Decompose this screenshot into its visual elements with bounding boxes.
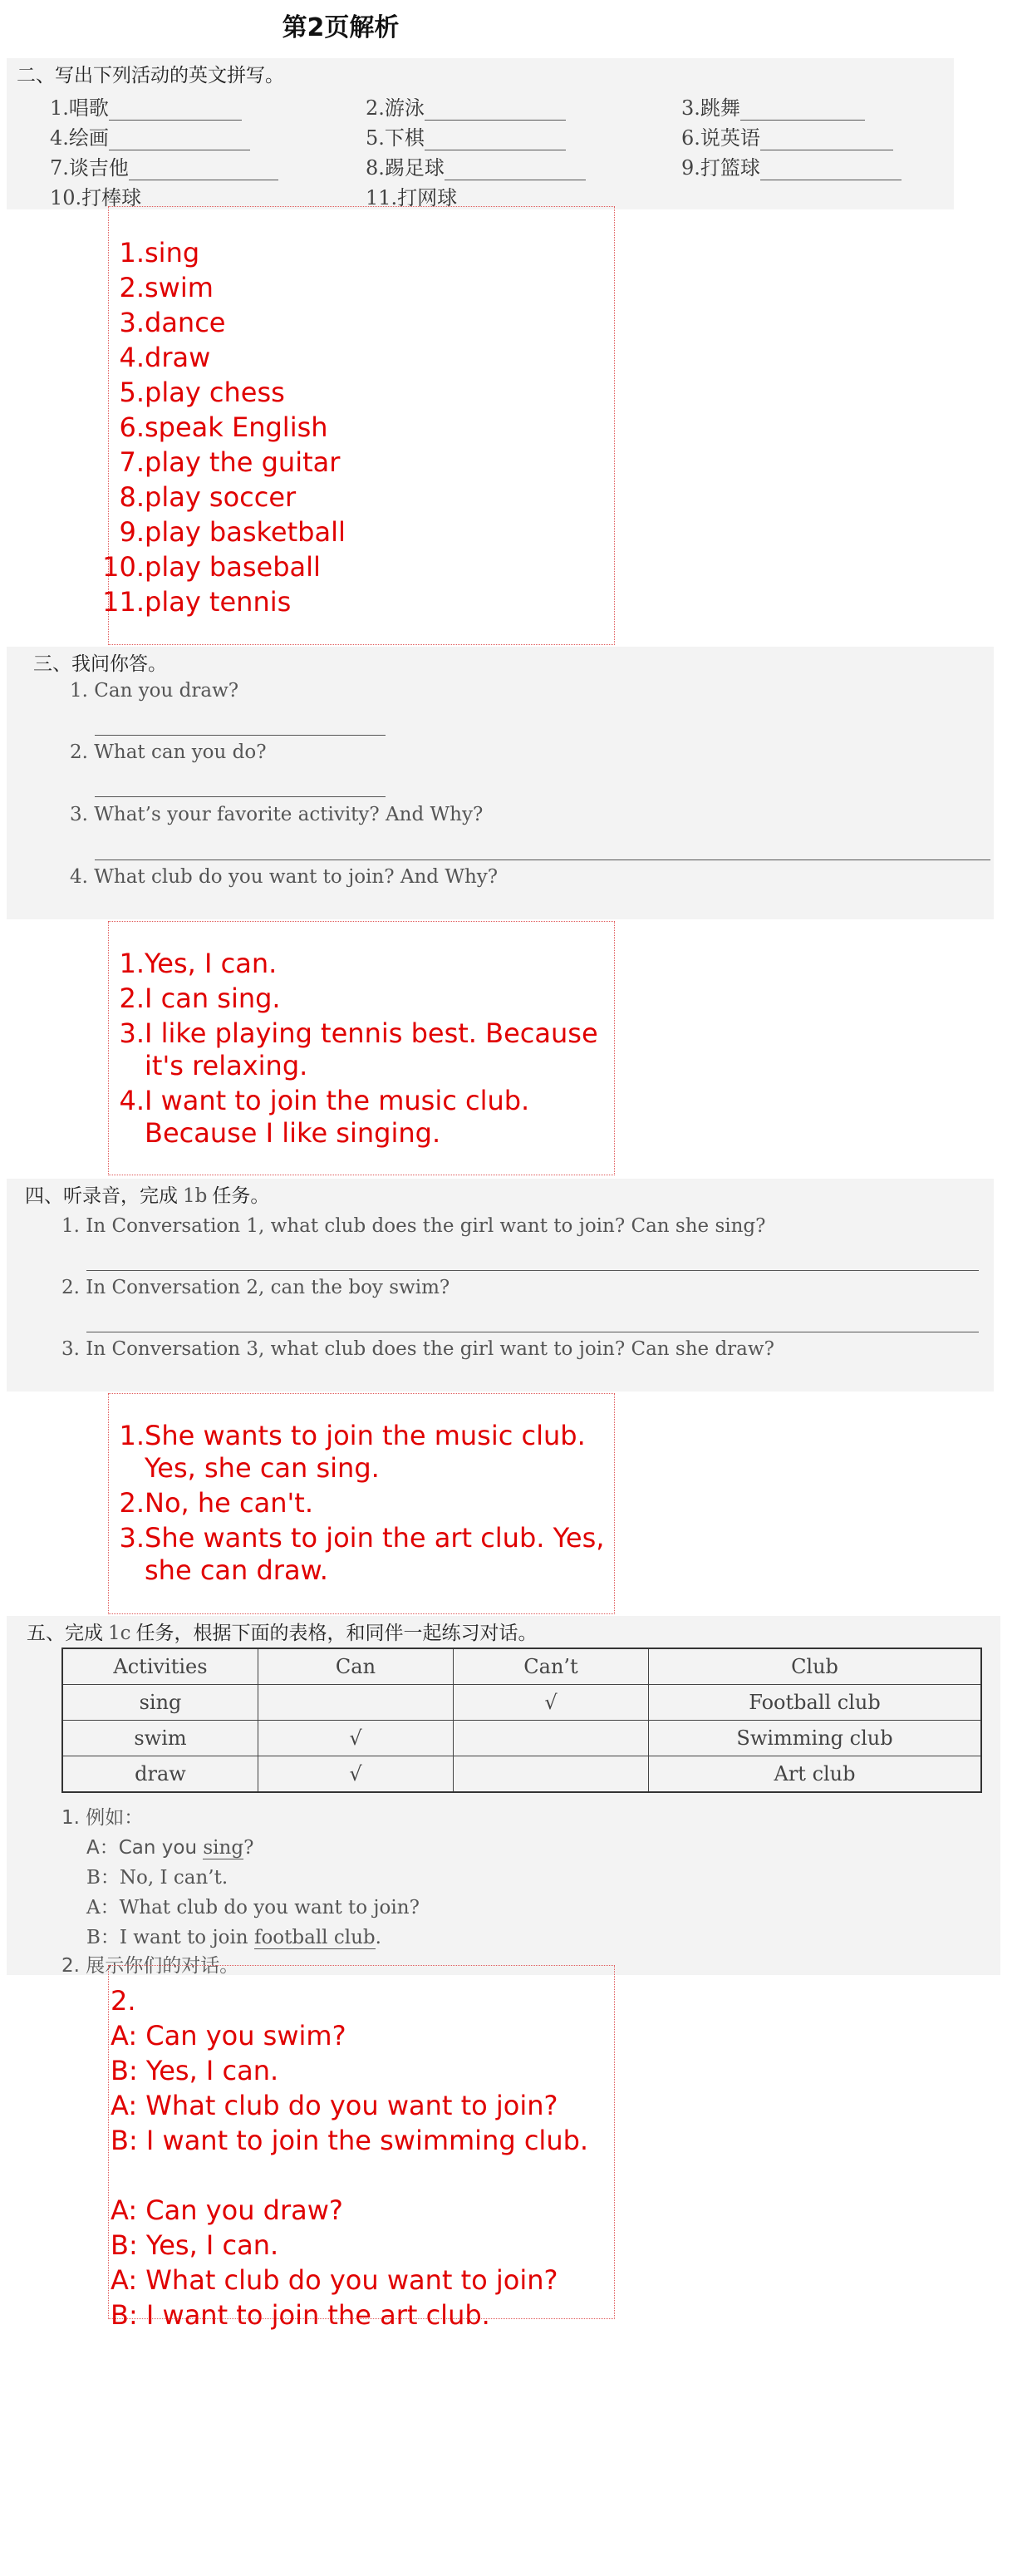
table-cell: √ <box>454 1685 649 1721</box>
section4-title-pre: 四、听录音，完成 <box>25 1185 178 1207</box>
activity-item-label: 谈吉他 <box>68 156 129 180</box>
table-cell: Football club <box>649 1685 982 1721</box>
activity-item-number: 5. <box>366 126 385 150</box>
table-cell: Art club <box>649 1756 982 1793</box>
answer-item <box>108 1487 613 1519</box>
answer-number: 2. <box>119 272 145 303</box>
answer-number: 9. <box>119 516 145 548</box>
answer-text: draw <box>145 342 211 373</box>
fill-blank <box>109 128 250 150</box>
answer-number: 2. <box>119 983 145 1014</box>
activity-item <box>681 121 893 150</box>
dialogue-line: B: I want to join the art club. <box>111 2299 490 2331</box>
answer-text: I want to join the music club. Because I like singing. <box>145 1085 530 1149</box>
answer-text: I can sing. <box>145 983 281 1014</box>
example-line-b1: B：No, I can’t. <box>86 1867 228 1889</box>
section3-question-2: 2. What can you do? <box>70 741 267 763</box>
answer-text: play the guitar <box>145 446 341 478</box>
activity-item-number: 6. <box>681 126 700 150</box>
example-label: 1. 例如： <box>61 1807 144 1829</box>
answer-item <box>108 515 607 549</box>
answer-number: 3. <box>119 307 145 338</box>
answer-text: She wants to join the music club. Yes, she can sing. <box>145 1420 586 1484</box>
answer-line <box>95 735 386 736</box>
table-row <box>62 1721 981 1756</box>
table-row <box>62 1756 981 1793</box>
section2-answer-list <box>102 235 607 619</box>
dialogue-line: B: Yes, I can. <box>111 2229 279 2261</box>
activity-item-label: 跳舞 <box>700 96 740 120</box>
answer-text: play baseball <box>145 551 321 583</box>
answer-item <box>108 948 613 980</box>
table-cell: Swimming club <box>649 1721 982 1756</box>
table-cell: swim <box>62 1721 258 1756</box>
answer-item <box>108 1420 613 1485</box>
answer-text: swim <box>145 272 214 303</box>
activity-item-label: 游泳 <box>384 96 425 120</box>
answer-line <box>86 1270 979 1271</box>
answer-line <box>95 796 386 797</box>
activity-item-number: 1. <box>50 96 69 120</box>
table-header-cell: Club <box>649 1648 982 1685</box>
section3-question-1: 1. Can you draw? <box>70 680 239 702</box>
table-cell: √ <box>258 1721 454 1756</box>
activity-item <box>681 91 865 121</box>
activity-item-number: 3. <box>681 96 700 120</box>
activity-item-number: 9. <box>681 156 700 180</box>
answer-item <box>108 480 607 515</box>
dialogue-line: B: I want to join the swimming club. <box>111 2125 589 2156</box>
section3-answer-list <box>108 948 613 1152</box>
section2-title: 二、写出下列活动的英文拼写。 <box>17 65 284 86</box>
answer-text: play basketball <box>145 516 346 548</box>
section4-question-2: 2. In Conversation 2, can the boy swim? <box>61 1277 450 1298</box>
table-header-cell: Can’t <box>454 1648 649 1685</box>
section4-question-1: 1. In Conversation 1, what club does the girl want to join? Can she sing? <box>61 1215 766 1237</box>
table-cell <box>454 1721 649 1756</box>
activity-item-number: 4. <box>50 126 69 150</box>
section5-title-post: 任务，根据下面的表格，和同伴一起练习对话。 <box>135 1623 538 1644</box>
activity-item <box>366 121 566 150</box>
answer-text: No, he can't. <box>145 1487 313 1519</box>
answer-text: speak English <box>145 411 328 443</box>
section4-answer-list <box>108 1420 613 1589</box>
activity-item-label: 下棋 <box>384 126 425 150</box>
answer-item <box>108 1522 613 1587</box>
activity-item-label: 打棒球 <box>81 186 142 209</box>
answer-number: 1. <box>119 948 145 979</box>
example-line-a1: A：Can you sing? <box>86 1837 254 1859</box>
section4-title <box>25 1180 269 1208</box>
answer-number: 8. <box>119 481 145 513</box>
answer-text: play chess <box>145 377 285 408</box>
table-row <box>62 1685 981 1721</box>
example-line-a2: A：What club do you want to join? <box>86 1897 420 1918</box>
activity-item-number: 10. <box>50 186 82 209</box>
table-cell: √ <box>258 1756 454 1793</box>
answer-text: She wants to join the art club. Yes, she can draw. <box>145 1522 605 1586</box>
table-cell: sing <box>62 1685 258 1721</box>
dialogue-line: B: Yes, I can. <box>111 2055 279 2086</box>
answer-item <box>108 1017 613 1082</box>
answer-item <box>108 340 607 375</box>
fill-blank <box>445 158 586 180</box>
answer-item <box>108 1085 613 1150</box>
fill-blank <box>425 128 566 150</box>
answer-text: dance <box>145 307 226 338</box>
answer-number: 10. <box>102 551 145 583</box>
section3-question-3: 3. What’s your favorite activity? And Why? <box>70 804 484 825</box>
activity-item <box>50 91 242 121</box>
answer-number: 1. <box>119 237 145 268</box>
answer-item <box>102 549 607 584</box>
fill-blank <box>425 98 566 121</box>
answer-number: 6. <box>119 411 145 443</box>
fill-blank <box>760 158 902 180</box>
answer-item <box>108 270 607 305</box>
activity-item-number: 8. <box>366 156 385 180</box>
answer-number: 3. <box>119 1522 145 1554</box>
activity-item-label: 打网球 <box>397 186 458 209</box>
answer-item <box>108 235 607 270</box>
answer-item <box>108 375 607 410</box>
section4-title-post: 任务。 <box>212 1185 270 1207</box>
fill-blank <box>129 158 278 180</box>
answer-text: I like playing tennis best. Because it's relaxing. <box>145 1017 598 1081</box>
activity-item <box>50 151 278 180</box>
answer-number: 4. <box>119 342 145 373</box>
table-cell <box>258 1685 454 1721</box>
answer-text: play tennis <box>145 586 292 618</box>
answer-item <box>108 305 607 340</box>
answer-item <box>108 410 607 445</box>
answer-number: 4. <box>119 1085 145 1116</box>
section4-title-code: 1b <box>183 1185 208 1207</box>
fill-blank <box>740 98 865 121</box>
activity-item-label: 说英语 <box>700 126 760 150</box>
dialogue-line: A: Can you swim? <box>111 2020 346 2051</box>
page-title: 第2页解析 <box>282 13 400 42</box>
answer-text: play soccer <box>145 481 297 513</box>
activity-item-label: 唱歌 <box>68 96 109 120</box>
table-header-row <box>62 1648 981 1685</box>
activity-item <box>366 151 586 180</box>
activity-item-number: 7. <box>50 156 69 180</box>
table-cell: draw <box>62 1756 258 1793</box>
example-line-b2: B：I want to join football club. <box>86 1927 381 1948</box>
activity-item-number: 2. <box>366 96 385 120</box>
club-table <box>61 1648 982 1793</box>
answer-text: Yes, I can. <box>145 948 278 979</box>
table-header-cell: Can <box>258 1648 454 1685</box>
activity-item <box>366 91 566 121</box>
answer-item <box>108 983 613 1015</box>
answer-item <box>102 584 607 619</box>
table-header-cell: Activities <box>62 1648 258 1685</box>
section5-title <box>27 1618 538 1645</box>
activity-item-label: 踢足球 <box>384 156 445 180</box>
answer-number: 5. <box>119 377 145 408</box>
answer-number: 1. <box>119 1420 145 1451</box>
answer-number: 2. <box>119 1487 145 1519</box>
answer-number: 7. <box>119 446 145 478</box>
dialogue-line: 2. <box>111 1985 136 2017</box>
dialogue-line: A: Can you draw? <box>111 2194 343 2226</box>
fill-blank <box>760 128 893 150</box>
section4-question-3: 3. In Conversation 3, what club does the girl want to join? Can she draw? <box>61 1338 774 1360</box>
section5-title-code: 1c <box>108 1623 131 1644</box>
section3-title: 三、我问你答。 <box>33 653 167 675</box>
dialogue-line: A: What club do you want to join? <box>111 2090 558 2121</box>
table-cell <box>454 1756 649 1793</box>
answer-item <box>108 445 607 480</box>
answer-number: 11. <box>102 586 145 618</box>
activity-item-number: 11. <box>366 186 398 209</box>
activity-item-label: 打篮球 <box>700 156 760 180</box>
show-dialog-label: 2. 展示你们的对话。 <box>61 1955 239 1977</box>
activity-item <box>50 121 250 150</box>
activity-item-label: 绘画 <box>68 126 109 150</box>
section3-question-4: 4. What club do you want to join? And Why? <box>70 866 499 888</box>
fill-blank <box>109 98 242 121</box>
answer-number: 3. <box>119 1017 145 1049</box>
section5-title-pre: 五、完成 <box>27 1623 103 1644</box>
activity-item <box>681 151 902 180</box>
dialogue-line: A: What club do you want to join? <box>111 2264 558 2296</box>
answer-line <box>95 859 990 860</box>
answer-text: sing <box>145 237 200 268</box>
